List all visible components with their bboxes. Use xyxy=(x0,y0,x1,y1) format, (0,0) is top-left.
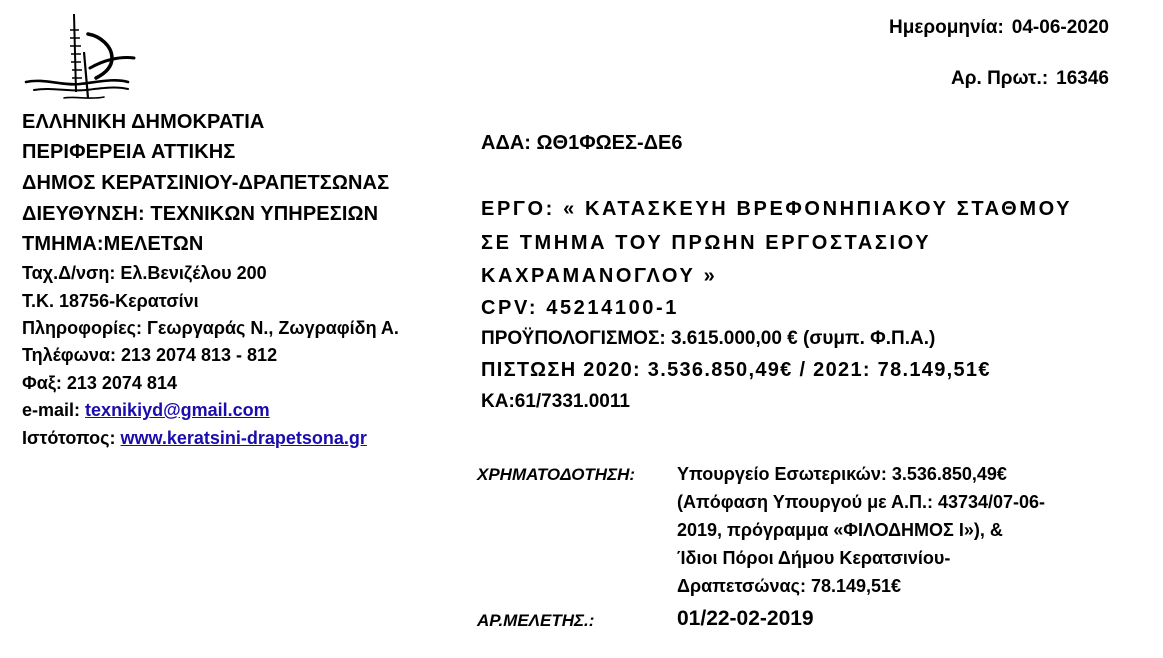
date-value: 04-06-2020 xyxy=(1011,17,1109,38)
funding-line-5: Δραπετσώνας: 78.149,51€ xyxy=(677,576,902,596)
credit-line: ΠΙΣΤΩΣΗ 2020: 3.536.850,49€ / 2021: 78.149,51€ xyxy=(481,359,991,381)
email-link[interactable]: texnikiyd@gmail.com xyxy=(85,400,270,420)
budget-line: ΠΡΟΫΠΟΛΟΓΙΣΜΟΣ: 3.615.000,00 € (συμπ. Φ.Π.Α.) xyxy=(481,328,936,349)
funding-label: ΧΡΗΜΑΤΟΔΟΤΗΣΗ: xyxy=(477,465,636,484)
cpv-code: CPV: 45214100-1 xyxy=(481,297,680,319)
date-line xyxy=(889,17,1109,39)
funding-line-1: Υπουργείο Εσωτερικών: 3.536.850,49€ xyxy=(677,464,1007,484)
website-link[interactable]: www.keratsini-drapetsona.gr xyxy=(120,428,367,448)
ada-code: ΑΔΑ: ΩΘ1ΦΩΕΣ-ΔΕ6 xyxy=(481,132,683,154)
municipality-logo xyxy=(24,12,142,104)
authority-line-4: ΔΙΕΥΘΥΝΣΗ: ΤΕΧΝΙΚΩΝ ΥΠΗΡΕΣΙΩΝ xyxy=(22,203,379,225)
funding-line-3: 2019, πρόγραμμα «ΦΙΛΟΔΗΜΟΣ Ι»), & xyxy=(677,520,1003,540)
ka-code: ΚΑ:61/7331.0011 xyxy=(481,391,630,412)
funding-line-2: (Απόφαση Υπουργού με Α.Π.: 43734/07-06- xyxy=(677,492,1046,512)
phones-line: Τηλέφωνα: 213 2074 813 - 812 xyxy=(22,345,278,365)
authority-line-3: ΔΗΜΟΣ ΚΕΡΑΤΣΙΝΙΟΥ-ΔΡΑΠΕΤΣΩΝΑΣ xyxy=(22,172,390,194)
project-title-line-1: ΕΡΓΟ: « ΚΑΤΑΣΚΕΥΗ ΒΡΕΦΟΝΗΠΙΑΚΟΥ ΣΤΑΘΜΟΥ xyxy=(481,198,1073,220)
postal-line: Τ.Κ. 18756-Κερατσίνι xyxy=(22,291,199,311)
protocol-line xyxy=(951,68,1109,90)
address-line: Ταχ.Δ/νση: Ελ.Βενιζέλου 200 xyxy=(22,263,267,283)
protocol-label: Αρ. Πρωτ.: xyxy=(951,68,1049,89)
project-title-line-3: ΚΑΧΡΑΜΑΝΟΓΛΟΥ » xyxy=(481,265,718,287)
study-number-label: ΑΡ.ΜΕΛΕΤΗΣ.: xyxy=(477,611,595,630)
website-line xyxy=(22,428,367,449)
funding-line-4: Ίδιοι Πόροι Δήμου Κερατσινίου- xyxy=(677,548,951,568)
contact-info-line: Πληροφορίες: Γεωργαράς Ν., Ζωγραφίδη Α. xyxy=(22,318,399,338)
authority-line-5: ΤΜΗΜΑ:ΜΕΛΕΤΩΝ xyxy=(22,233,204,255)
project-title-line-2: ΣΕ ΤΜΗΜΑ ΤΟΥ ΠΡΩΗΝ ΕΡΓΟΣΤΑΣΙΟΥ xyxy=(481,232,932,254)
authority-line-2: ΠΕΡΙΦΕΡΕΙΑ ΑΤΤΙΚΗΣ xyxy=(22,141,236,163)
date-label: Ημερομηνία: xyxy=(888,17,1004,38)
email-label: e-mail: xyxy=(22,400,81,420)
website-label: Ιστότοπος: xyxy=(22,428,116,448)
email-line xyxy=(22,400,270,421)
authority-line-1: ΕΛΛΗΝΙΚΗ ΔΗΜΟΚΡΑΤΙΑ xyxy=(22,111,265,133)
fax-line: Φαξ: 213 2074 814 xyxy=(22,373,177,393)
study-number-value: 01/22-02-2019 xyxy=(677,607,814,630)
protocol-value: 16346 xyxy=(1056,68,1109,89)
